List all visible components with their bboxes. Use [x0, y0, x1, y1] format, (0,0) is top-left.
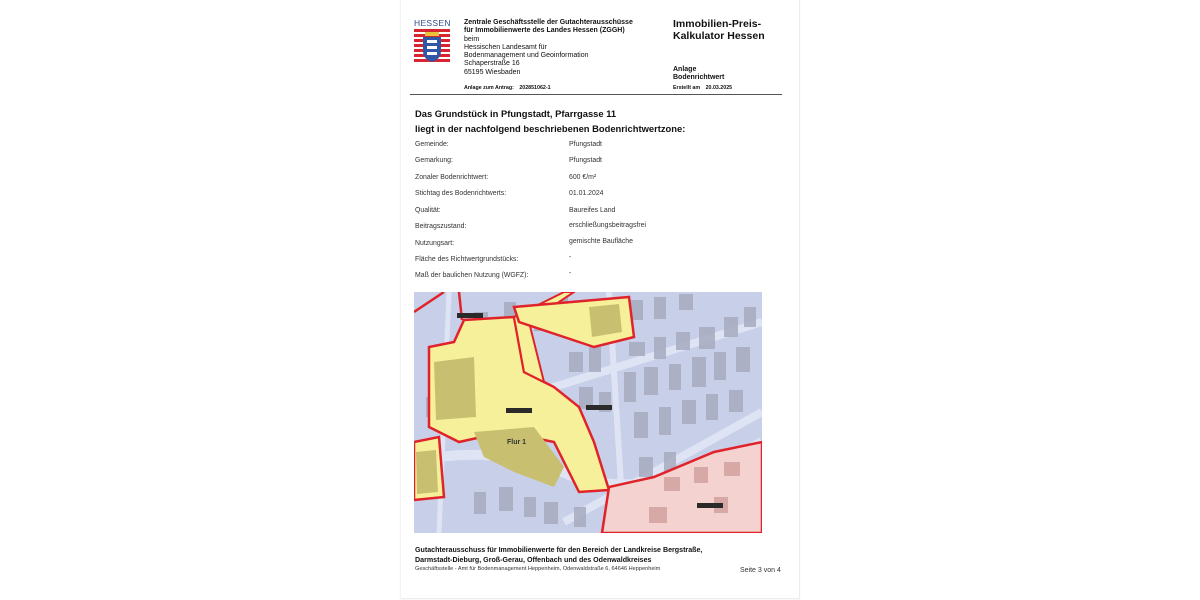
field-label-bodenrichtwert: Zonaler Bodenrichtwert:: [415, 174, 489, 181]
zone-map[interactable]: [414, 292, 762, 533]
hessen-logo-text: HESSEN: [414, 18, 451, 28]
org-line: Schaperstraße 16: [464, 60, 520, 68]
field-value-wgfz: -: [569, 270, 572, 277]
org-name-line: Zentrale Geschäftsstelle der Gutachterausschüsse: [464, 19, 633, 26]
antrag-label: Anlage zum Antrag:: [464, 85, 514, 91]
org-line: 65195 Wiesbaden: [464, 68, 521, 76]
created-value: 20.03.2025: [705, 85, 733, 91]
hessen-coat-of-arms-icon: [414, 29, 450, 65]
field-label-qualitaet: Qualität:: [415, 207, 441, 214]
created-date: [673, 85, 732, 91]
antrag-value: 202851062-1: [519, 85, 551, 91]
field-value-bodenrichtwert: 600 €/m²: [569, 174, 597, 181]
field-label-flaeche: Fläche des Richtwertgrundstücks:: [415, 256, 519, 263]
footer-title-line: Darmstadt-Dieburg, Groß-Gerau, Offenbach und des Odenwaldkreises: [415, 556, 652, 564]
field-label-gemeinde: Gemeinde:: [415, 141, 449, 148]
field-label-stichtag: Stichtag des Bodenrichtwerts:: [415, 190, 507, 197]
field-value-qualitaet: Baureifes Land: [569, 207, 616, 214]
field-value-beitragszustand: erschließungsbeitragsfrei: [569, 222, 646, 229]
document-page: [400, 0, 800, 599]
field-value-gemeinde: Pfungstadt: [569, 141, 602, 148]
field-value-flaeche: -: [569, 254, 572, 261]
field-label-wgfz: Maß der baulichen Nutzung (WGFZ):: [415, 272, 529, 279]
field-value-nutzungsart: gemischte Baufläche: [569, 238, 633, 245]
flur-label: Flur 1: [507, 439, 527, 446]
field-value-stichtag: 01.01.2024: [569, 190, 604, 197]
title-line: Kalkulator Hessen: [673, 29, 765, 42]
organization-address: [464, 19, 654, 77]
footer-committee: [415, 545, 735, 565]
field-label-gemarkung: Gemarkung:: [415, 157, 453, 164]
created-label: Erstellt am: [673, 85, 701, 91]
field-label-beitragszustand: Beitragszustand:: [415, 223, 467, 230]
footer-office-address: Geschäftsstelle - Amt für Bodenmanagement Heppenheim, Odenwaldstraße 6, 64646 Heppenheim: [415, 566, 661, 572]
field-value-gemarkung: Pfungstadt: [569, 157, 602, 164]
zone-heading: liegt in der nachfolgend beschriebenen Bodenrichtwertzone:: [415, 123, 686, 134]
org-line: Bodenmanagement und Geoinformation: [464, 52, 589, 60]
page-number: Seite 3 von 4: [740, 567, 781, 574]
field-label-nutzungsart: Nutzungsart:: [415, 240, 455, 247]
cadastral-map-graphic: [414, 292, 762, 533]
property-heading: Das Grundstück in Pfungstadt, Pfarrgasse 11: [415, 108, 617, 119]
footer-title-line: Gutachterausschuss für Immobilienwerte für den Bereich der Landkreise Bergstraße,: [415, 546, 703, 554]
attachment-line: Bodenrichtwert: [673, 74, 725, 81]
org-name-line: für Immobilienwerte des Landes Hessen (ZGGH): [464, 27, 625, 35]
document-title: [673, 19, 783, 42]
org-line: Hessischen Landesamt für: [464, 43, 547, 51]
title-line: Immobilien-Preis-: [673, 18, 762, 30]
header-divider: [410, 94, 782, 95]
org-line: beim: [464, 35, 480, 43]
attachment-line: Anlage: [673, 66, 697, 73]
attachment-type: [673, 66, 724, 82]
application-reference: [464, 85, 551, 91]
